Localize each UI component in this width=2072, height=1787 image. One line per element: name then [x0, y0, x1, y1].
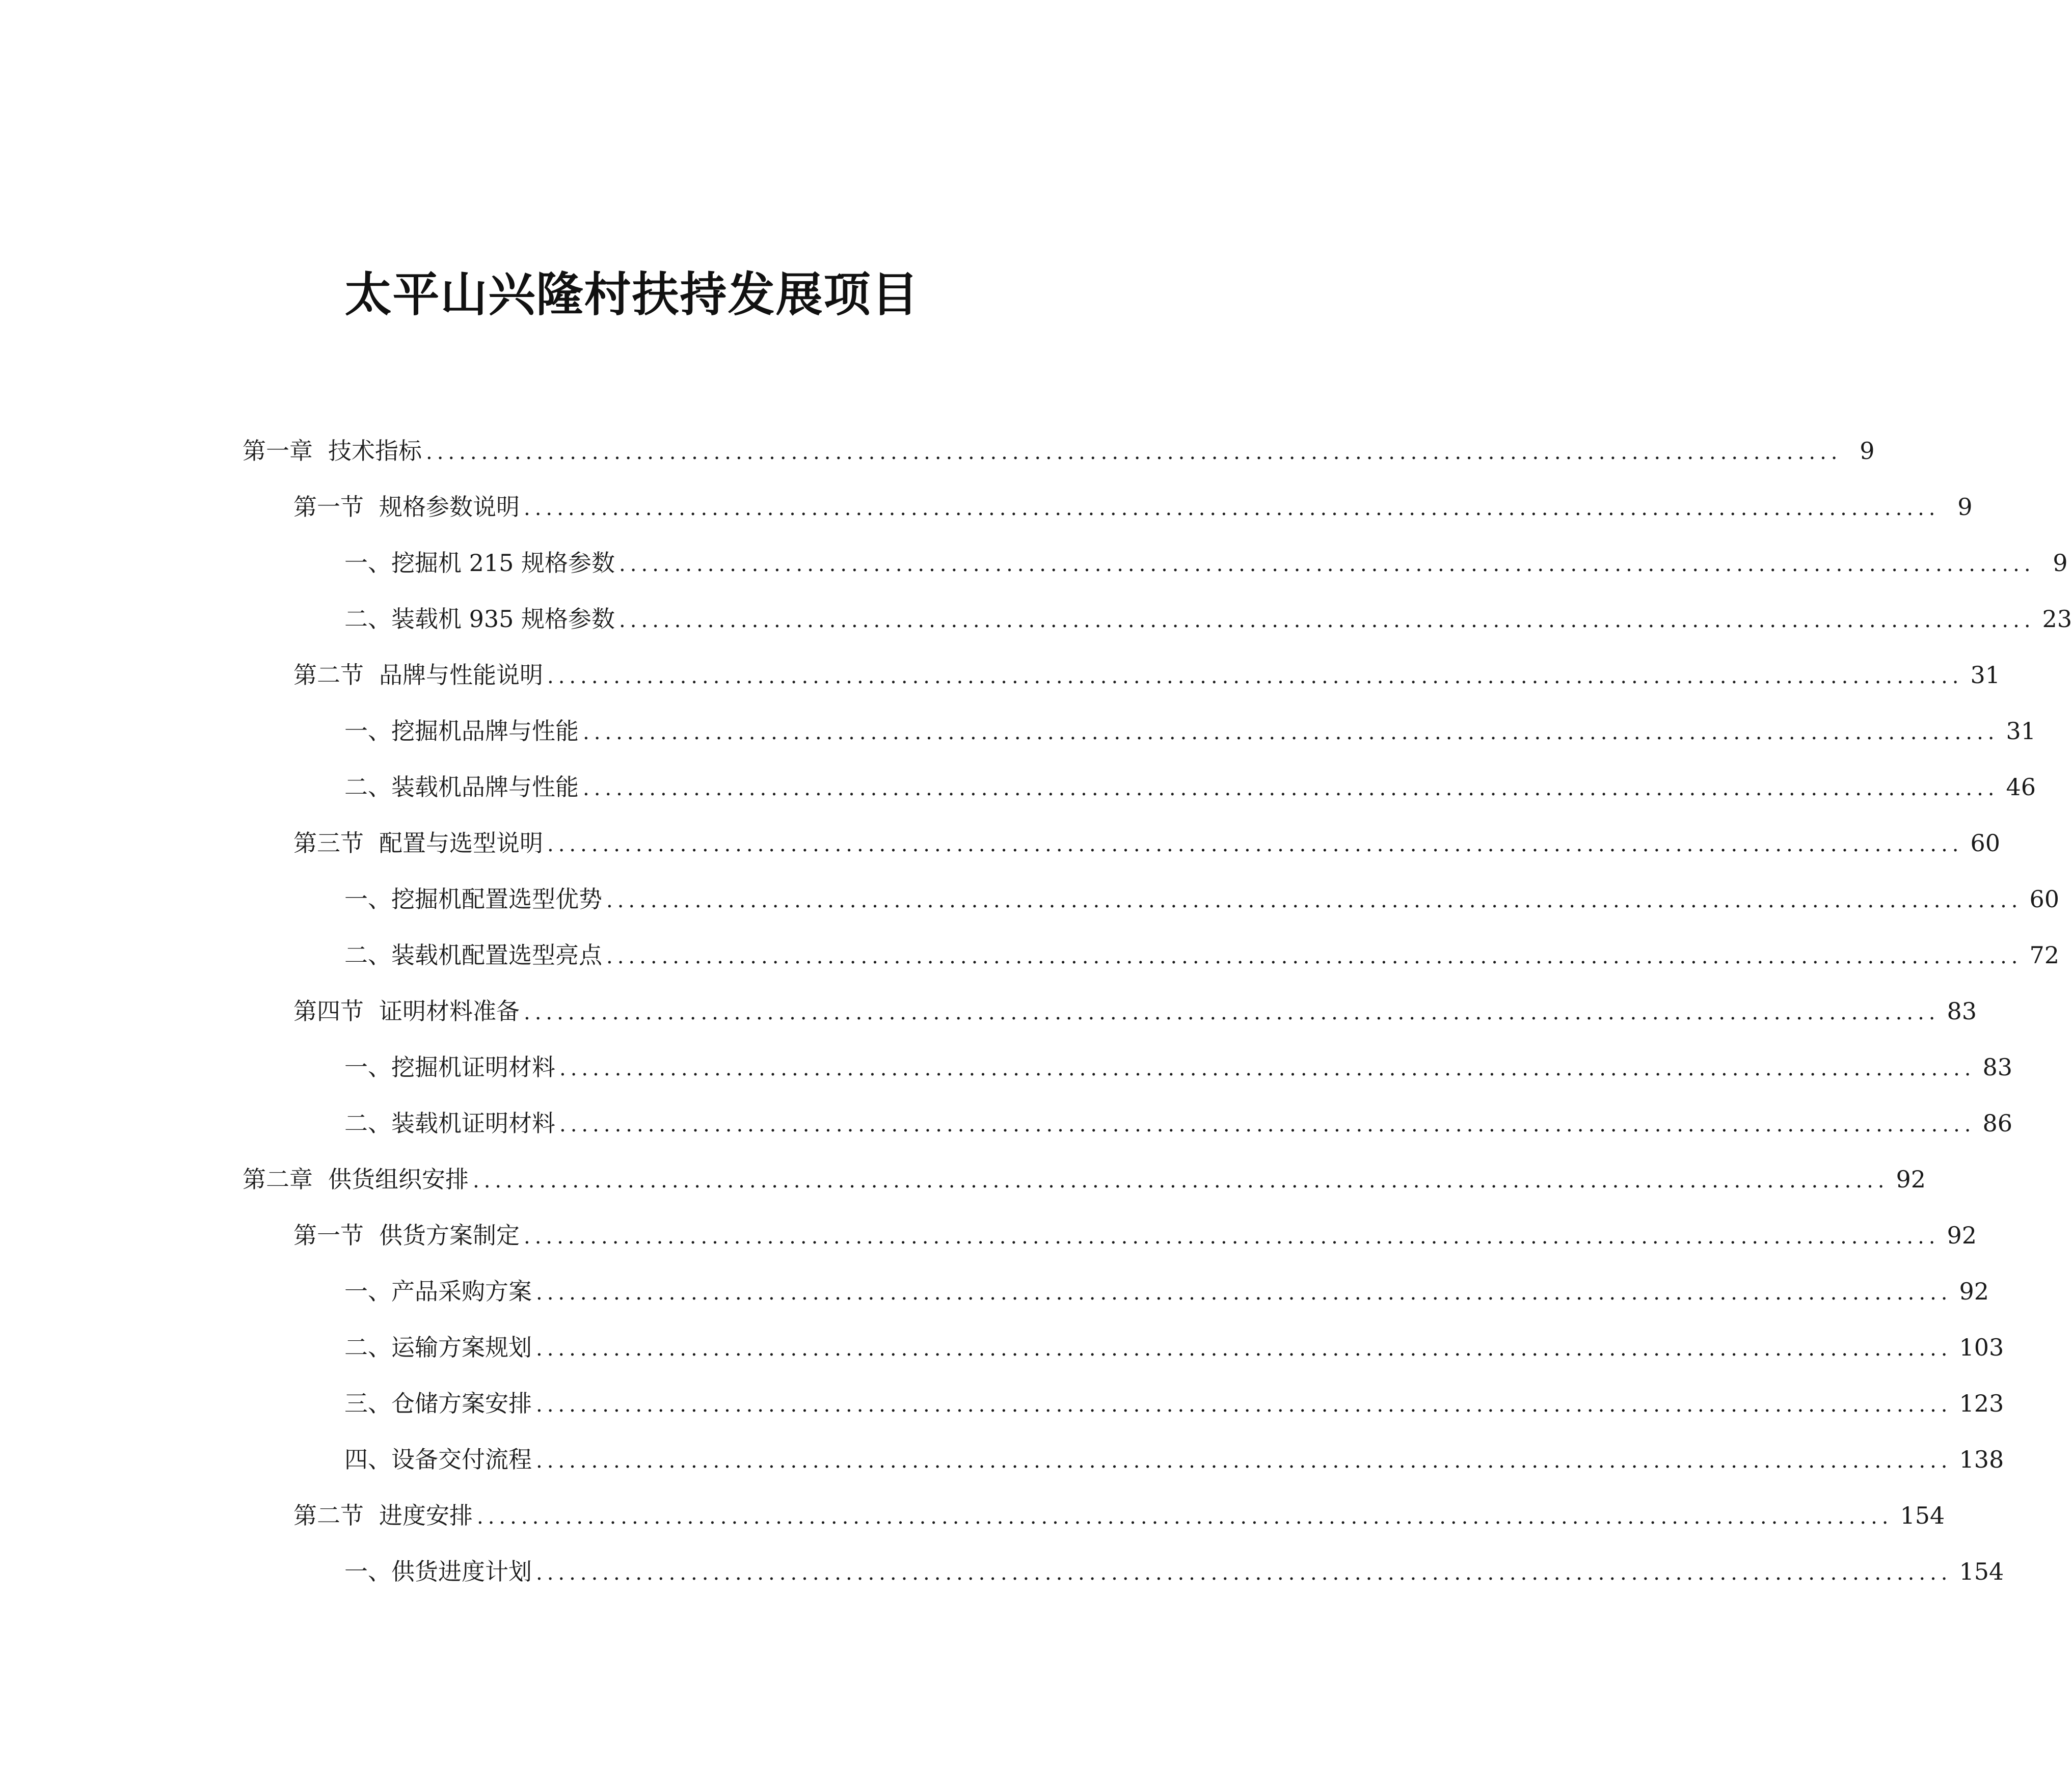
toc-entry-subsection[interactable]: [344, 601, 2072, 637]
toc-entry-section[interactable]: [293, 825, 2001, 861]
toc-dot-leader: ................................................................................................................................: [536, 1393, 1952, 1417]
toc-entry-number: 第二章: [243, 1166, 313, 1193]
toc-entry-number: 第三节: [293, 829, 364, 857]
toc-entry-page: 154: [1900, 1502, 1945, 1529]
document-title: 太平山兴隆村扶持发展项目: [344, 267, 920, 322]
toc-entry-label: 进度安排: [379, 1502, 473, 1529]
toc-entry-label: 品牌与性能说明: [379, 661, 543, 689]
toc-entry-section[interactable]: [293, 1217, 1977, 1253]
toc-entry-label: 供货方案制定: [379, 1222, 520, 1249]
toc-entry-number: 一、: [344, 1558, 391, 1585]
toc-entry-subsection[interactable]: [344, 1442, 2004, 1477]
toc-entry-section[interactable]: [293, 1498, 1945, 1533]
toc-dot-leader: ................................................................................................................................: [536, 1337, 1952, 1361]
toc-entry-label: 挖掘机证明材料: [391, 1053, 555, 1081]
toc-dot-leader: ................................................................................................................................: [536, 1281, 1952, 1305]
toc-entry-number: 第一节: [293, 493, 364, 521]
toc-entry-page: 83: [1947, 997, 1977, 1025]
toc-entry-number: 三、: [344, 1390, 391, 1417]
toc-entry-page: 60: [2029, 885, 2060, 913]
toc-entry-label: 设备交付流程: [391, 1446, 532, 1473]
toc-entry-label: 仓储方案安排: [391, 1390, 532, 1417]
toc-entry-label: 配置与选型说明: [379, 829, 543, 857]
toc-entry-label: 供货进度计划: [391, 1558, 532, 1585]
toc-entry-number: 二、: [344, 941, 391, 969]
toc-entry-number: 第二节: [293, 1502, 364, 1529]
toc-entry-number: 第一章: [243, 437, 313, 465]
toc-entry-label: 装载机证明材料: [391, 1109, 555, 1137]
toc-entry-subsection[interactable]: [344, 769, 2036, 805]
toc-entry-label: 装载机品牌与性能: [391, 773, 579, 801]
toc-entry-subsection[interactable]: [344, 1105, 2013, 1141]
toc-entry-label: 挖掘机配置选型优势: [391, 885, 602, 913]
toc-entry-label: 装载机配置选型亮点: [391, 941, 602, 969]
toc-dot-leader: ................................................................................................................................: [536, 1561, 1952, 1585]
toc-entry-label: 技术指标: [328, 437, 422, 465]
toc-entry-number: 一、: [344, 1278, 391, 1305]
toc-entry-label: 运输方案规划: [391, 1334, 532, 1361]
toc-entry-subsection[interactable]: [344, 1330, 2004, 1365]
toc-entry-number: 一、: [344, 1053, 391, 1081]
toc-entry-number: 第二节: [293, 661, 364, 689]
toc-entry-label: 产品采购方案: [391, 1278, 532, 1305]
toc-entry-number: 一、: [344, 885, 391, 913]
toc-entry-page: 23: [2042, 605, 2072, 633]
toc-entry-subsection[interactable]: [344, 713, 2036, 749]
toc-dot-leader: ................................................................................................................................: [606, 945, 2023, 968]
toc-entry-number: 一、: [344, 717, 391, 745]
toc-entry-page: 72: [2029, 941, 2060, 969]
toc-entry-section[interactable]: [293, 489, 1973, 525]
toc-dot-leader: ................................................................................................................................: [559, 1057, 1976, 1080]
toc-entry-page: 83: [1982, 1053, 2013, 1081]
toc-dot-leader: ................................................................................................................................: [547, 665, 1963, 688]
toc-dot-leader: ................................................................................................................................: [583, 721, 1999, 744]
toc-entry-number: 一、: [344, 549, 391, 577]
toc-entry-page: 92: [1959, 1278, 1989, 1305]
toc-dot-leader: ................................................................................................................................: [524, 1001, 1940, 1024]
toc-dot-leader: ................................................................................................................................: [547, 833, 1963, 856]
toc-entry-label: 装载机 935 规格参数: [391, 605, 615, 633]
toc-dot-leader: ................................................................................................................................: [524, 1225, 1940, 1249]
toc-dot-leader: ................................................................................................................................: [619, 553, 2035, 576]
toc-dot-leader: ................................................................................................................................: [477, 1505, 1893, 1529]
toc-entry-label: 规格参数说明: [379, 493, 520, 521]
toc-entry-subsection[interactable]: [344, 545, 2068, 581]
toc-entry-page: 31: [2006, 717, 2036, 745]
toc-entry-label: 供货组织安排: [328, 1166, 469, 1193]
toc-entry-subsection[interactable]: [344, 1386, 2004, 1421]
toc-dot-leader: ................................................................................................................................: [426, 441, 1842, 464]
toc-entry-page: 138: [1959, 1446, 2004, 1473]
toc-entry-subsection[interactable]: [344, 1049, 2013, 1085]
toc-dot-leader: ................................................................................................................................: [583, 777, 1999, 800]
toc-entry-chapter[interactable]: [243, 433, 1875, 469]
toc-entry-number: 二、: [344, 605, 391, 633]
toc-entry-page: 9: [1860, 437, 1875, 465]
toc-entry-page: 123: [1959, 1390, 2004, 1417]
toc-entry-subsection[interactable]: [344, 881, 2060, 917]
toc-entry-page: 9: [1957, 493, 1973, 521]
toc-entry-section[interactable]: [293, 993, 1977, 1029]
toc-dot-leader: ................................................................................................................................: [559, 1113, 1976, 1136]
toc-entry-label: 证明材料准备: [379, 997, 520, 1025]
toc-entry-page: 103: [1959, 1334, 2004, 1361]
toc-entry-page: 9: [2053, 549, 2068, 577]
toc-entry-number: 二、: [344, 1109, 391, 1137]
toc-dot-leader: ................................................................................................................................: [473, 1169, 1889, 1193]
toc-entry-number: 二、: [344, 1334, 391, 1361]
toc-entry-number: 第一节: [293, 1222, 364, 1249]
toc-entry-subsection[interactable]: [344, 1554, 2004, 1589]
toc-dot-leader: ................................................................................................................................: [524, 497, 1940, 520]
toc-dot-leader: ................................................................................................................................: [536, 1449, 1952, 1473]
toc-entry-page: 60: [1970, 829, 2001, 857]
toc-entry-page: 31: [1970, 661, 2001, 689]
toc-entry-page: 154: [1959, 1558, 2004, 1585]
toc-entry-page: 46: [2006, 773, 2036, 801]
toc-entry-number: 四、: [344, 1446, 391, 1473]
toc-entry-page: 92: [1896, 1166, 1926, 1193]
toc-entry-number: 第四节: [293, 997, 364, 1025]
toc-entry-page: 86: [1982, 1109, 2013, 1137]
toc-entry-number: 二、: [344, 773, 391, 801]
toc-entry-subsection[interactable]: [344, 1274, 1989, 1309]
toc-entry-subsection[interactable]: [344, 937, 2060, 973]
toc-entry-label: 挖掘机品牌与性能: [391, 717, 579, 745]
toc-dot-leader: ................................................................................................................................: [619, 609, 2035, 632]
toc-entry-page: 92: [1947, 1222, 1977, 1249]
toc-entry-label: 挖掘机 215 规格参数: [391, 549, 615, 577]
toc-dot-leader: ................................................................................................................................: [606, 889, 2023, 912]
toc-entry-section[interactable]: [293, 657, 2001, 693]
toc-entry-chapter[interactable]: [243, 1161, 1926, 1197]
